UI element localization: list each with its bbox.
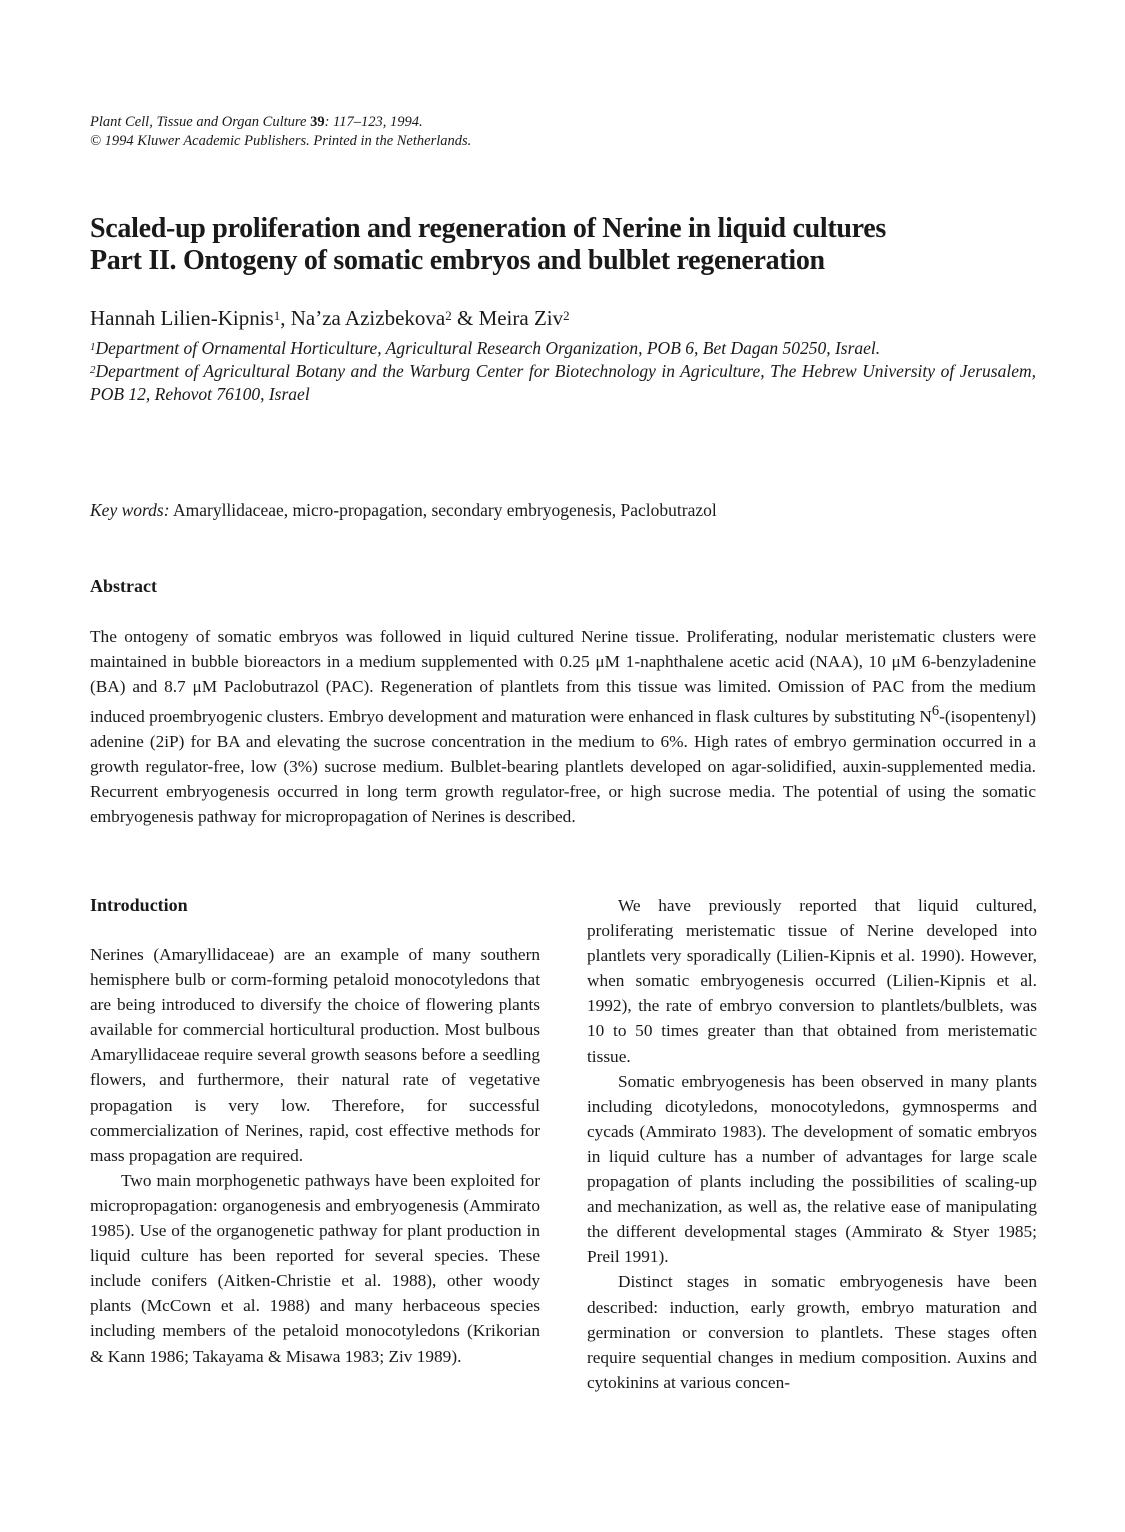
abstract-body (90, 624, 1036, 830)
abstract-superscript: 6 (931, 703, 940, 720)
left-column (90, 893, 540, 1369)
copyright-line: © 1994 Kluwer Academic Publishers. Printed in the Netherlands. (90, 133, 472, 149)
abstract-heading: Abstract (90, 576, 157, 596)
introduction-heading: Introduction (90, 895, 188, 915)
paragraph: Distinct stages in somatic embryogenesis have been described: induction, early growth, embryo maturation and germination or conversion to plantlets. These stages often require sequential changes in medium composition. Auxins and cytokinins at various concen- (587, 1272, 1037, 1392)
abstract-text-b: -(isopentenyl) adenine (2iP) for BA and elevating the sucrose concentration in the medium to 6%. High rates of embryo germination occurred in a growth regulator-free, low (3%) sucrose medium. Bulblet-bearing plantlets developed on agar-solidified, auxin-supplemented media. Recurrent embryogenesis occurred in long term growth regulator-free, or high sucrose media. The potential of using the somatic embryogenesis pathway for micropropagation of Nerines is described. (90, 707, 1036, 827)
journal-name: Plant Cell, Tissue and Organ Culture (90, 114, 307, 130)
keywords (90, 498, 717, 522)
affiliation-text: Department of Agricultural Botany and the Warburg Center for Biotechnology in Agriculture, The Hebrew University of Jerusalem, POB 12, Rehovot 76100, Israel (90, 361, 1036, 404)
author-separator: & (451, 306, 479, 330)
author-name: Hannah Lilien-Kipnis (90, 306, 274, 330)
title-line-1: Scaled-up proliferation and regeneration of Nerine in liquid cultures (90, 213, 886, 244)
title-line-2: Part II. Ontogeny of somatic embryos and bulblet regeneration (90, 245, 825, 276)
keywords-label: Key words: (90, 500, 170, 520)
paragraph: Nerines (Amaryllidaceae) are an example of many southern hemisphere bulb or corm-forming petaloid monocotyledons that are being introduced to diversify the choice of flowering plants available for commercial horticultural production. Most bulbous Amaryllidaceae require several growth seasons before a seedling flowers, and furthermore, their natural rate of vegetative propagation is very low. Therefore, for successful commercialization of Nerines, rapid, cost effective methods for mass propagation are required. (90, 945, 540, 1165)
journal-header (90, 113, 471, 151)
affiliation-mark: 2 (90, 364, 96, 376)
affiliations (90, 337, 1036, 406)
abstract-text-a: The ontogeny of somatic embryos was followed in liquid cultured Nerine tissue. Proliferating, nodular meristematic clusters were maintained in bubble bioreactors in a medium supplemented with 0.25 μM 1-naphthalene acetic acid (NAA), 10 μM 6-benzyladenine (BA) and 8.7 μM Paclobutrazol (PAC). Regeneration of plantlets from this tissue was limited. Omission of PAC from the medium induced proembryogenic clusters. Embryo development and maturation were enhanced in flask cultures by substituting N (90, 627, 1036, 727)
paragraph: Somatic embryogenesis has been observed in many plants including dicotyledons, monocotyledons, gymnosperms and cycads (Ammirato 1983). The development of somatic embryos in liquid culture has a number of advantages for large scale propagation of plants including the possibilities of scaling-up and mechanization, as well as, the relative ease of manipulating the different developmental stages (Ammirato & Styer 1985; Preil 1991). (587, 1071, 1037, 1267)
author-affil-mark: 2 (563, 308, 570, 323)
author-affil-mark: 2 (445, 308, 452, 323)
affiliation-text: Department of Ornamental Horticulture, Agricultural Research Organization, POB 6, Bet Dagan 50250, Israel. (95, 338, 881, 358)
author-separator: , (280, 306, 291, 330)
paragraph: Two main morphogenetic pathways have been exploited for micropropagation: organogenesis and embryogenesis (Ammirato 1985). Use of the organogenetic pathway for plant production in liquid culture has been reported for several species. These include conifers (Aitken-Christie et al. 1988), other woody plants (McCown et al. 1988) and many herbaceous species including members of the petaloid monocotyledons (Krikorian & Kann 1986; Takayama & Misawa 1983; Ziv 1989). (90, 1170, 540, 1366)
author-list (90, 305, 570, 331)
author-affil-mark: 1 (273, 308, 281, 323)
keywords-text: Amaryllidaceae, micro-propagation, secondary embryogenesis, Paclobutrazol (169, 500, 717, 520)
author-name: Na’za Azizbekova (290, 306, 446, 330)
affiliation-2 (90, 360, 1036, 406)
article-title (90, 213, 886, 277)
journal-pages-year: : 117–123, 1994. (324, 114, 423, 130)
journal-volume: 39 (310, 114, 325, 130)
paragraph: We have previously reported that liquid cultured, proliferating meristematic tissue of Nerine developed into plantlets very sporadically (Lilien-Kipnis et al. 1990). However, when somatic embryogenesis occurred (Lilien-Kipnis et al. 1992), the rate of embryo conversion to plantlets/bulblets, was 10 to 50 times greater than that obtained from meristematic tissue. (587, 896, 1037, 1066)
right-column (587, 893, 1037, 1395)
affiliation-1 (90, 337, 1036, 360)
author-name: Meira Ziv (478, 306, 564, 330)
affiliation-mark: 1 (90, 341, 96, 353)
journal-citation (90, 113, 471, 132)
